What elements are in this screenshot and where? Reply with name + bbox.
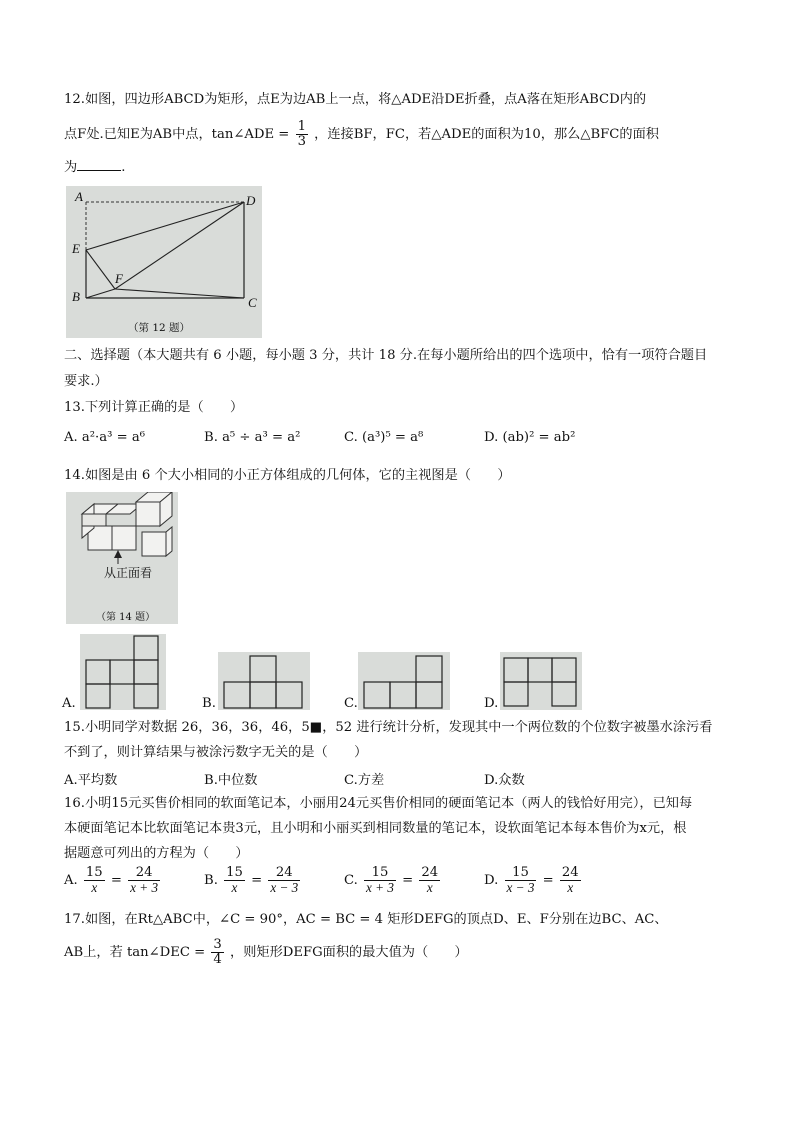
label-A: A <box>75 189 83 204</box>
q16-c-ln: 15 <box>364 866 396 881</box>
q16-b-ld: x <box>231 880 238 895</box>
q14-option-d-figure[interactable] <box>500 652 582 710</box>
q14-view-label: 从正面看 <box>104 566 153 580</box>
label-C: C <box>248 295 257 310</box>
q15-option-a[interactable]: A.平均数 <box>64 773 118 788</box>
q13-stem: 13.下列计算正确的是（ ） <box>64 400 244 415</box>
q12-line3-text: 为 <box>64 160 78 175</box>
q12-line2-a: 点F处.已知E为AB中点，tan∠ADE = <box>64 127 290 142</box>
q16-b-ln: 15 <box>226 865 243 880</box>
label-F: F <box>115 271 123 286</box>
q16-option-d[interactable]: D. $\frac{15}{x - 3}$ = $\frac{24}{x}$ <box>484 865 579 895</box>
q12-line3-end: . <box>121 160 126 175</box>
q16-option-a-right <box>128 866 160 895</box>
q17-line1: 17.如图，在Rt△ABC中，∠C = 90°，AC = BC = 4 矩形DEFG的顶点D、E、F分别在边BC、AC、 <box>64 912 668 927</box>
q15-option-c[interactable]: C.方差 <box>344 773 385 788</box>
q16-option-d-right <box>560 866 581 895</box>
q16-option-b-left <box>224 866 245 895</box>
q14-caption: （第 14 题） <box>96 612 156 623</box>
q12-line2 <box>64 120 659 149</box>
section2-line1: 二、选择题（本大题共有 6 小题，每小题 3 分，共计 18 分.在每小题所给出的四个选项中，恰有一项符合题目 <box>64 348 708 363</box>
q12-tan-denominator: 3 <box>297 134 306 149</box>
q16-c-ld: x + 3 <box>366 880 394 895</box>
q13-option-c[interactable]: C. (a³)⁵ = a⁸ <box>344 430 424 445</box>
q16-a-ld: x <box>91 880 98 895</box>
q16-d-rd: x <box>567 880 574 895</box>
section2-line2: 要求.） <box>64 374 108 389</box>
q12-tan-numerator: 1 <box>297 119 306 134</box>
q14-stem: 14.如图是由 6 个大小相同的小正方体组成的几何体，它的主视图是（ ） <box>64 468 511 483</box>
answer-blank <box>77 156 121 171</box>
q16-option-c-left <box>364 866 396 895</box>
q16-option-a-left <box>84 866 105 895</box>
q16-option-b[interactable]: B. $\frac{15}{x}$ = $\frac{24}{x - 3}$ <box>204 865 299 895</box>
q16-line1: 16.小明15元买售价相同的软面笔记本，小丽用24元买售价相同的硬面笔记本（两人的钱恰好用完），已知每 <box>64 796 693 811</box>
q14-option-c-view <box>358 652 450 710</box>
q16-b-rn: 24 <box>268 866 300 881</box>
q17-tan-fraction <box>211 938 223 967</box>
q15-option-d[interactable]: D.众数 <box>484 773 525 788</box>
q16-b-rd: x − 3 <box>270 880 299 895</box>
label-B: B <box>72 289 80 304</box>
q14-option-b-figure[interactable] <box>218 652 310 710</box>
q14-cubes-drawing <box>66 492 178 624</box>
q12-tan-fraction <box>296 120 308 149</box>
q16-a-rn: 24 <box>128 866 160 881</box>
q14-option-d-letter[interactable]: D. <box>484 696 499 711</box>
q14-option-d-view <box>500 652 582 710</box>
q14-option-c-letter[interactable]: C. <box>344 696 358 711</box>
q16-c-rd: x <box>426 880 433 895</box>
q16-option-c[interactable]: C. $\frac{15}{x + 3}$ = $\frac{24}{x}$ <box>344 865 439 895</box>
q15-line2: 不到了，则计算结果与被涂污数字无关的是（ ） <box>64 745 368 760</box>
q14-option-a-letter[interactable]: A. <box>62 696 76 711</box>
q14-option-c-figure[interactable] <box>358 652 450 710</box>
q16-option-d-letter: D. <box>484 873 499 888</box>
q16-option-c-right <box>419 866 440 895</box>
q17-line2-a: AB上，若 tan∠DEC = <box>64 945 206 960</box>
q17-line2-b: ，则矩形DEFG面积的最大值为（ ） <box>230 945 468 960</box>
q16-c-rn: 24 <box>421 865 439 880</box>
q16-option-a[interactable]: A. $\frac{15}{x}$ = $\frac{24}{x + 3}$ <box>64 865 159 895</box>
q13-option-a[interactable]: A. a²·a³ = a⁶ <box>64 430 145 445</box>
q17-tan-denominator: 4 <box>213 952 222 967</box>
q12-line1: 12.如图，四边形ABCD为矩形，点E为边AB上一点，将△ADE沿DE折叠，点A落在矩形ABCD内的 <box>64 92 647 107</box>
label-E: E <box>72 241 80 256</box>
q15-line1: 15.小明同学对数据 26，36，36，46，5■，52 进行统计分析，发现其中一个两位数的个位数字被墨水涂污看 <box>64 720 713 735</box>
q16-option-c-letter: C. <box>344 873 358 888</box>
q16-option-d-left <box>505 866 537 895</box>
label-D: D <box>246 193 256 208</box>
q16-d-ln: 15 <box>505 866 537 881</box>
q12-line3 <box>64 156 125 178</box>
q12-figure <box>66 186 262 338</box>
q14-option-a-view <box>80 634 166 710</box>
q16-option-b-letter: B. <box>204 873 218 888</box>
q14-figure <box>66 492 178 624</box>
q16-a-rd: x + 3 <box>130 880 159 895</box>
q17-line2 <box>64 938 468 967</box>
q16-a-ln: 15 <box>85 865 103 880</box>
q14-option-b-letter[interactable]: B. <box>202 696 216 711</box>
q16-option-b-right <box>268 866 300 895</box>
q17-tan-numerator: 3 <box>213 937 222 952</box>
q12-line2-b: ，连接BF，FC，若△ADE的面积为10，那么△BFC的面积 <box>314 127 659 142</box>
q14-option-a-figure[interactable] <box>80 634 166 710</box>
q16-d-ld: x − 3 <box>506 880 535 895</box>
q13-option-b[interactable]: B. a⁵ ÷ a³ = a² <box>204 430 301 445</box>
q16-option-a-letter: A. <box>64 873 78 888</box>
q14-option-b-view <box>218 652 310 710</box>
q13-option-d[interactable]: D. (ab)² = ab² <box>484 430 576 445</box>
q16-line2: 本硬面笔记本比软面笔记本贵3元，且小明和小丽买到相同数量的笔记本，设软面笔记本每本售价为x元，根 <box>64 821 687 836</box>
q16-line3: 据题意可列出的方程为（ ） <box>64 846 249 861</box>
q15-option-b[interactable]: B.中位数 <box>204 773 258 788</box>
q12-caption: （第 12 题） <box>128 322 191 334</box>
q16-d-rn: 24 <box>561 865 579 880</box>
q12-diagram <box>66 186 262 338</box>
